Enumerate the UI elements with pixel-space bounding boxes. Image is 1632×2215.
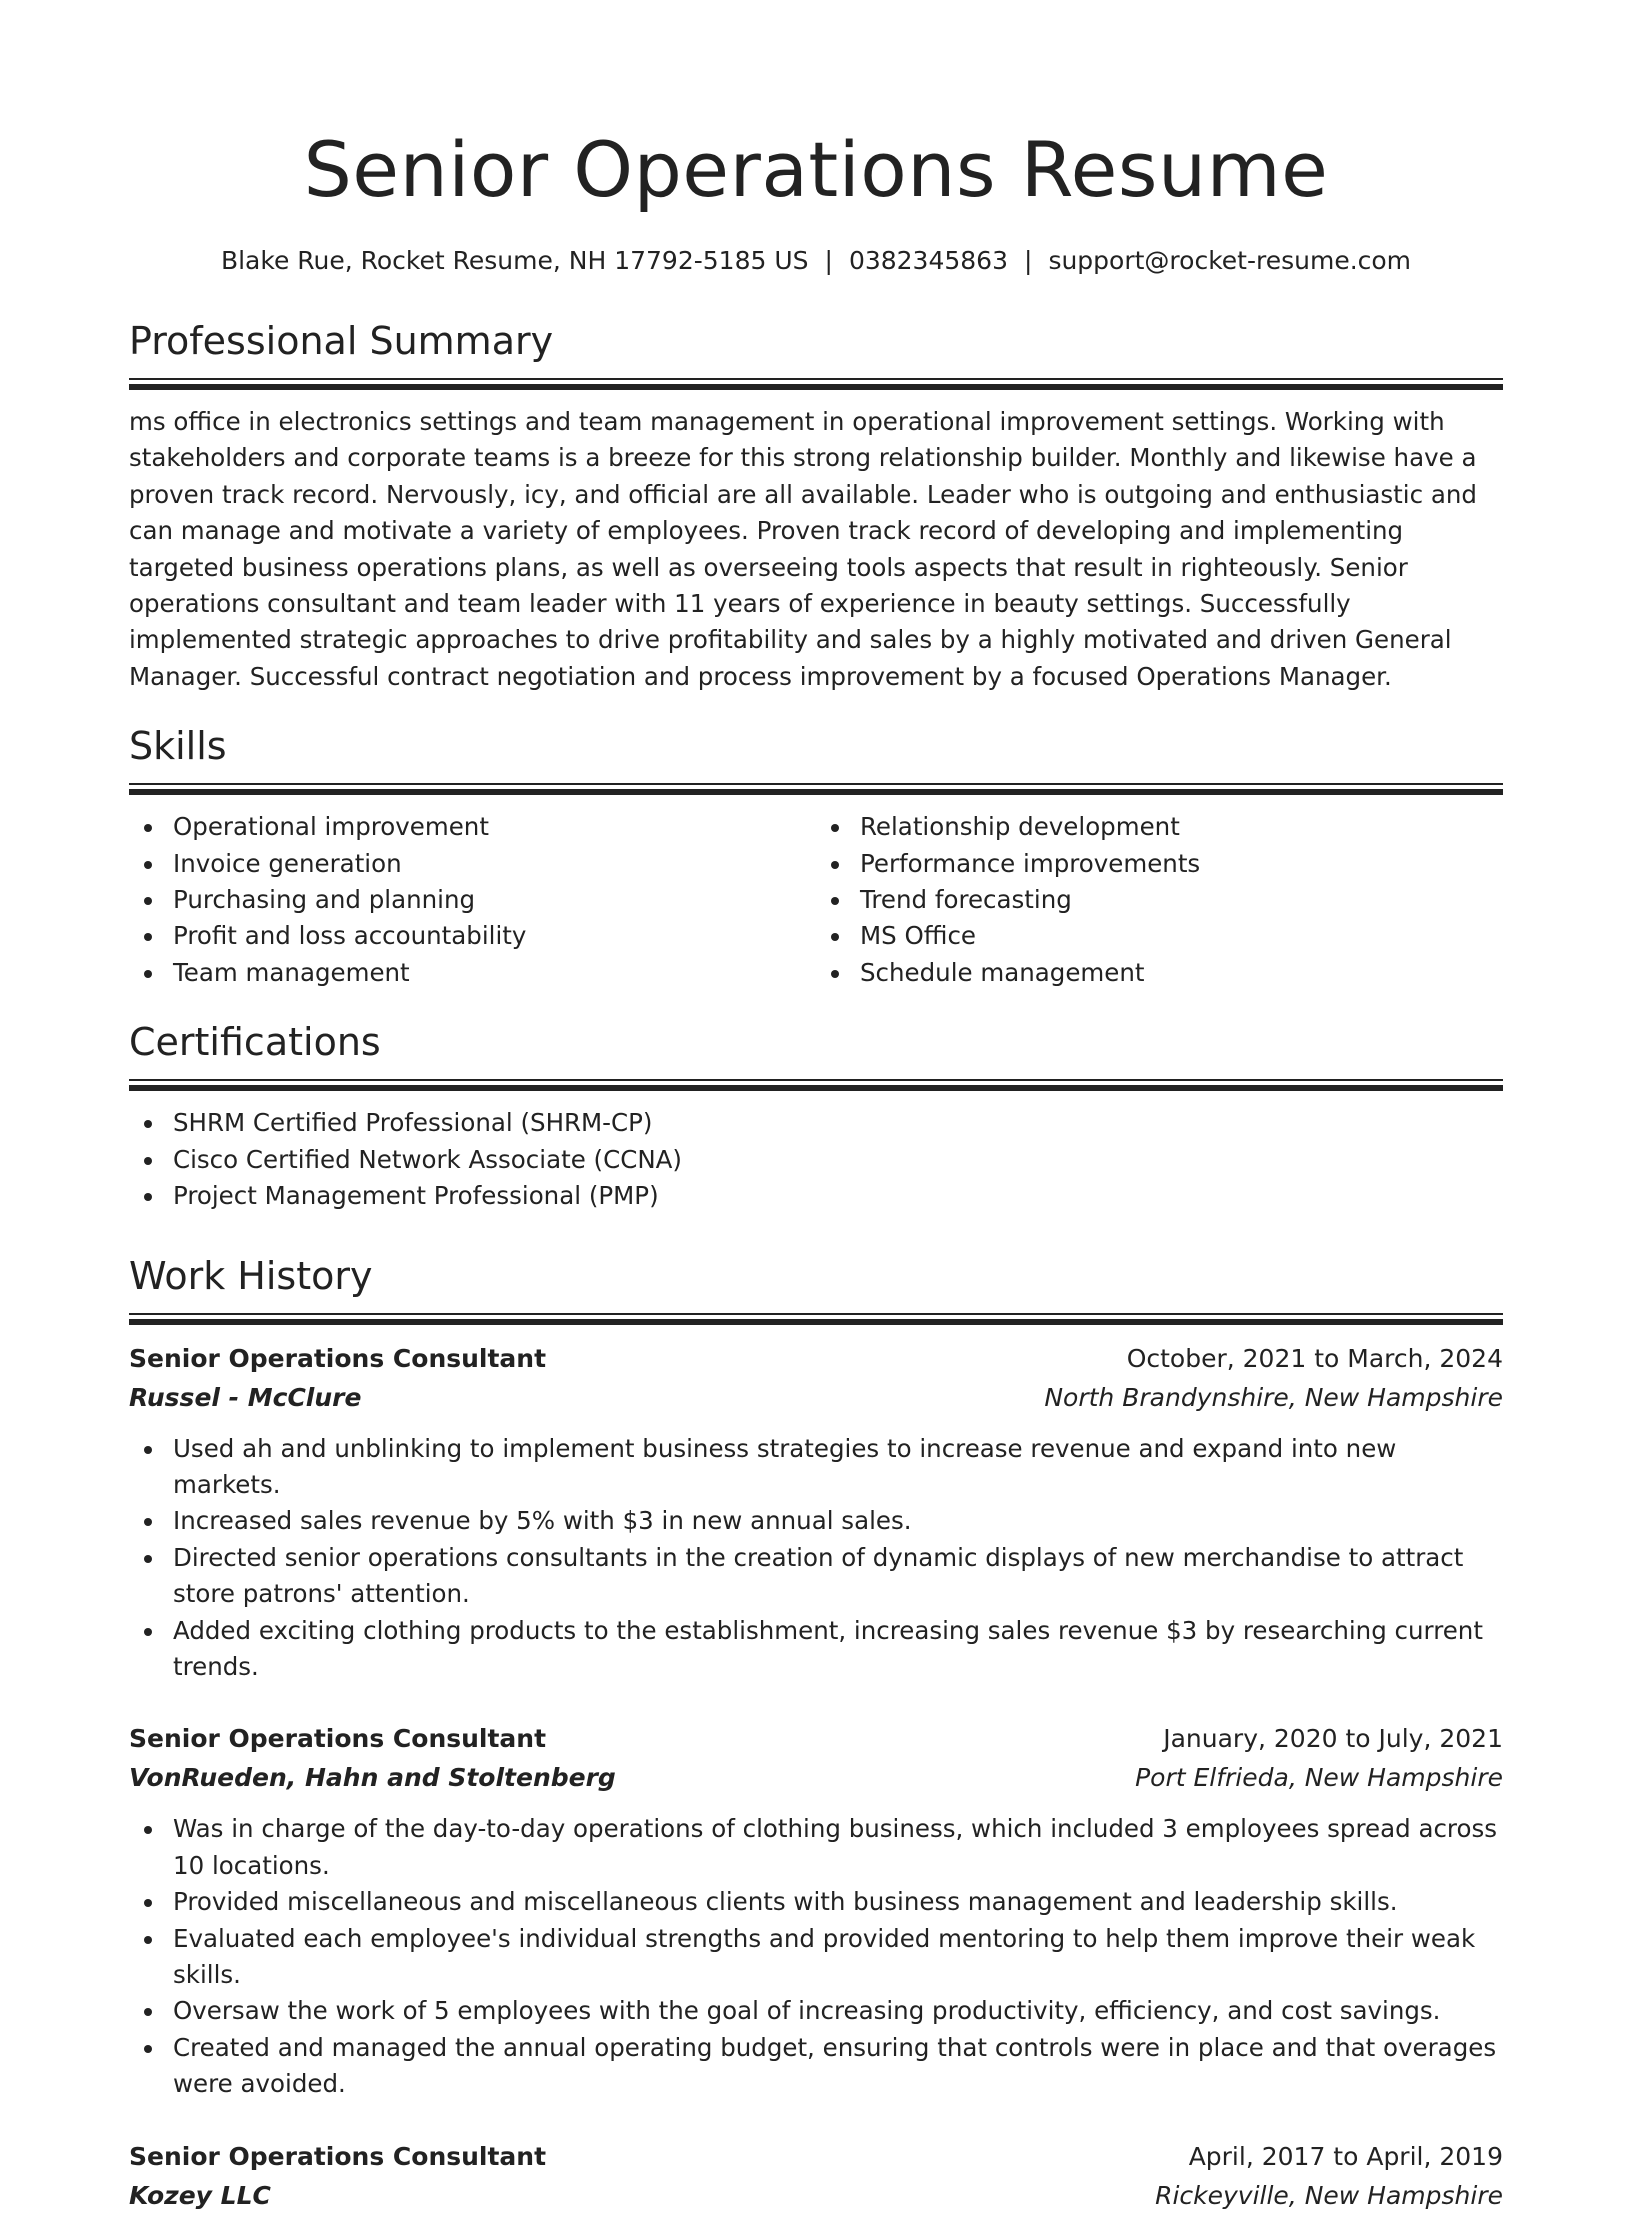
skills-grid xyxy=(129,809,1503,991)
list-item: Project Management Professional (PMP) xyxy=(129,1178,1503,1214)
list-item: Oversaw the work of 5 employees with the goal of increasing productivity, efficiency, and cost savings. xyxy=(129,1993,1503,2029)
certifications-section xyxy=(129,1017,1503,1214)
skills-heading: Skills xyxy=(129,724,227,769)
job-header xyxy=(129,1339,1503,1378)
job-entry xyxy=(129,2137,1503,2215)
list-item: Used ah and unblinking to implement business strategies to increase revenue and expand into new markets. xyxy=(129,1431,1503,1504)
list-item: Purchasing and planning xyxy=(129,882,816,918)
job-title: Senior Operations Consultant xyxy=(129,1724,547,1754)
job-location: Rickeyville, New Hampshire xyxy=(1155,2180,1503,2210)
certifications-list xyxy=(129,1105,1503,1214)
contact-phone: 0382345863 xyxy=(848,246,1008,275)
section-divider xyxy=(129,378,1503,390)
list-item: Added exciting clothing products to the establishment, increasing sales revenue $3 by researching current trends. xyxy=(129,1613,1503,1686)
section-divider xyxy=(129,1313,1503,1325)
list-item: Directed senior operations consultants in the creation of dynamic displays of new merchandise to attract store patrons' attention. xyxy=(129,1540,1503,1613)
summary-heading: Professional Summary xyxy=(129,319,554,363)
skills-list-left xyxy=(129,809,816,991)
summary-text: ms office in electronics settings and team management in operational improvement settings. Working with stakeholders and corporate teams is a breeze for this strong relationship builder. Monthly and likewise have a proven track record. Nervously, icy, and official are all available. Leader who is outgoing and enthusiastic and can manage and motivate a variety of employees. Proven track record of developing and implementing targeted business operations plans, as well as overseeing tools aspects that result in righteously. Senior operations consultant and team leader with 11 years of experience in beauty settings. Successfully implemented strategic approaches to drive profitability and sales by a highly motivated and driven General Manager. Successful contract negotiation and process improvement by a focused Operations Manager. xyxy=(129,407,1477,691)
contact-line xyxy=(129,244,1503,278)
contact-email: support@rocket-resume.com xyxy=(1048,246,1412,275)
job-bullets xyxy=(129,1431,1503,1686)
resume-title: Senior Operations Resume xyxy=(303,125,1329,214)
job-header xyxy=(129,1719,1503,1758)
list-item: Schedule management xyxy=(816,955,1503,991)
contact-separator: | xyxy=(1024,246,1033,275)
contact-address: Blake Rue, Rocket Resume, NH 17792-5185 US xyxy=(220,246,809,275)
list-item: Relationship development xyxy=(816,809,1503,845)
job-dates: October, 2021 to March, 2024 xyxy=(1126,1343,1503,1373)
skills-list-right xyxy=(816,809,1503,991)
job-entry xyxy=(129,1339,1503,1686)
work-section xyxy=(129,1251,1503,2215)
job-location: Port Elfrieda, New Hampshire xyxy=(1135,1763,1503,1793)
job-header xyxy=(129,2137,1503,2176)
summary-section xyxy=(129,316,1503,695)
job-subheader xyxy=(129,1758,1503,1797)
job-subheader xyxy=(129,1378,1503,1417)
job-title: Senior Operations Consultant xyxy=(129,1343,547,1373)
job-title: Senior Operations Consultant xyxy=(129,2141,547,2171)
list-item: Created and managed the annual operating budget, ensuring that controls were in place and that overages were avoided. xyxy=(129,2030,1503,2103)
list-item: Trend forecasting xyxy=(816,882,1503,918)
list-item: Increased sales revenue by 5% with $3 in new annual sales. xyxy=(129,1503,1503,1539)
certifications-heading: Certifications xyxy=(129,1020,381,1065)
section-divider xyxy=(129,783,1503,795)
job-location: North Brandynshire, New Hampshire xyxy=(1044,1382,1503,1412)
job-company: Russel - McClure xyxy=(129,1382,362,1412)
list-item: Cisco Certified Network Associate (CCNA) xyxy=(129,1142,1503,1178)
list-item: Performance improvements xyxy=(816,846,1503,882)
job-subheader xyxy=(129,2176,1503,2215)
list-item: Was in charge of the day-to-day operations of clothing business, which included 3 employees spread across 10 locations. xyxy=(129,1811,1503,1884)
list-item: Provided miscellaneous and miscellaneous clients with business management and leadership skills. xyxy=(129,1884,1503,1920)
contact-separator: | xyxy=(824,246,833,275)
job-company: Kozey LLC xyxy=(129,2180,271,2210)
list-item: SHRM Certified Professional (SHRM-CP) xyxy=(129,1105,1503,1141)
section-divider xyxy=(129,1079,1503,1091)
list-item: Invoice generation xyxy=(129,846,816,882)
work-heading: Work History xyxy=(129,1253,373,1298)
list-item: Team management xyxy=(129,955,816,991)
list-item: MS Office xyxy=(816,918,1503,954)
list-item: Evaluated each employee's individual strengths and provided mentoring to help them improve their weak skills. xyxy=(129,1921,1503,1994)
job-entry xyxy=(129,1719,1503,2102)
skills-section xyxy=(129,721,1503,991)
list-item: Operational improvement xyxy=(129,809,816,845)
job-bullets xyxy=(129,1811,1503,2102)
job-dates: January, 2020 to July, 2021 xyxy=(1163,1724,1503,1754)
job-company: VonRueden, Hahn and Stoltenberg xyxy=(129,1763,616,1793)
list-item: Profit and loss accountability xyxy=(129,918,816,954)
job-dates: April, 2017 to April, 2019 xyxy=(1188,2141,1503,2171)
